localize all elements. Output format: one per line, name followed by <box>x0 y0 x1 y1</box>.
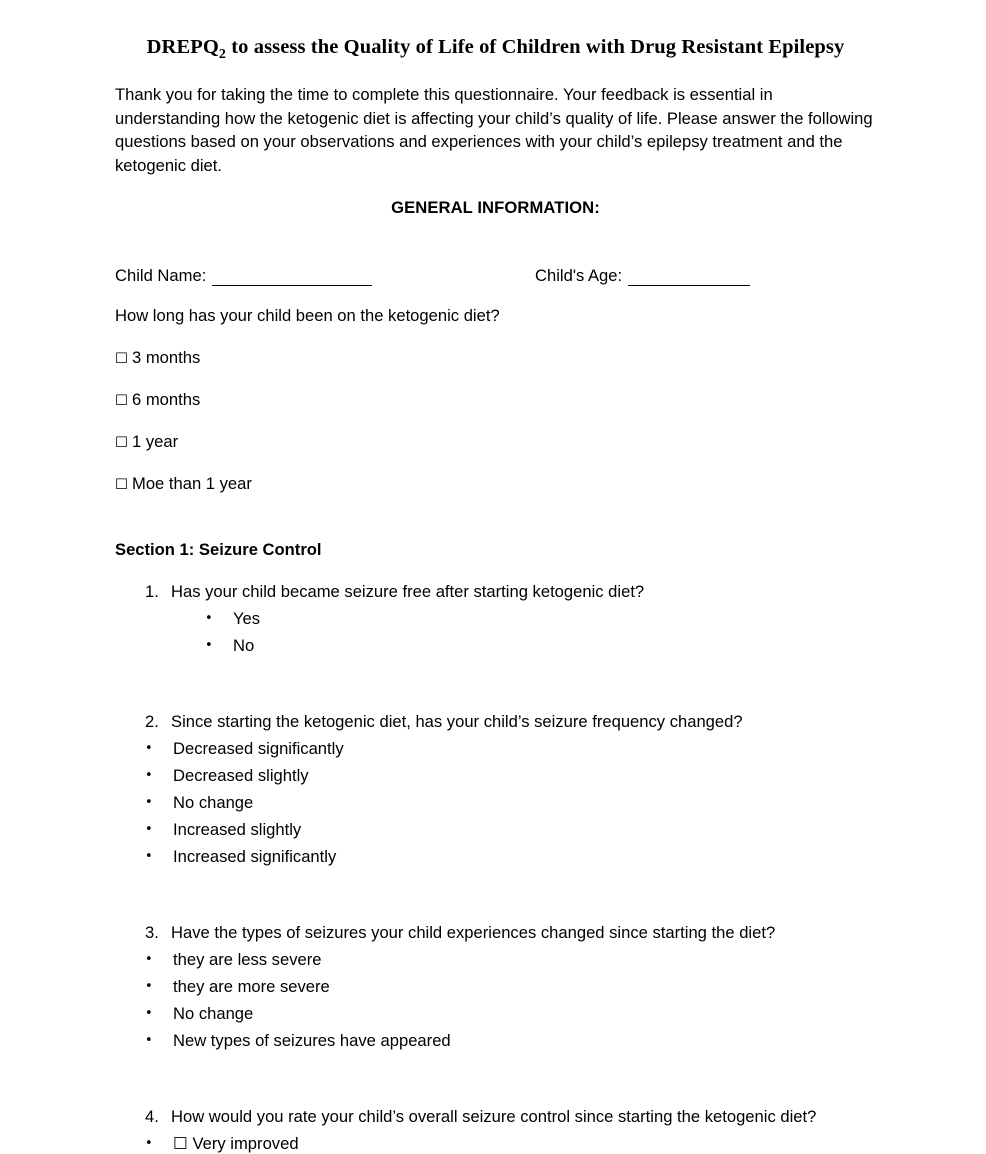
question-2 <box>115 712 876 867</box>
option-no-change[interactable] <box>115 793 876 813</box>
section-1-heading: Section 1: Seizure Control <box>115 540 322 560</box>
child-age-input[interactable] <box>628 272 750 286</box>
bullet-icon: • <box>145 849 153 865</box>
option-label: they are more severe <box>173 977 330 997</box>
bullet-icon: • <box>145 979 153 995</box>
child-name-input[interactable] <box>212 272 372 286</box>
option-label: No change <box>173 1004 254 1024</box>
duration-option-1-year[interactable] <box>115 432 876 452</box>
question-row <box>115 712 876 732</box>
child-info-row <box>115 266 876 286</box>
question-text: How would you rate your child’s overall seizure control since starting the ketogenic diet? <box>171 1107 817 1127</box>
duration-option-6-months[interactable] <box>115 390 876 410</box>
bullet-icon: • <box>205 611 213 627</box>
option-label: Increased significantly <box>173 847 337 867</box>
question-row <box>115 1107 876 1127</box>
option-label: No change <box>173 793 254 813</box>
bullet-icon: • <box>145 822 153 838</box>
question-1 <box>115 582 876 656</box>
title-main: DREPQ <box>146 36 219 58</box>
duration-option-label: 3 months <box>132 348 201 368</box>
checkbox-icon[interactable]: ☐ <box>115 393 128 410</box>
spacer <box>115 656 876 690</box>
spacer <box>115 218 876 260</box>
option-no-change[interactable] <box>115 1004 876 1024</box>
intro-paragraph: Thank you for taking the time to complete this questionnaire. Your feedback is essential in understanding how the ketogenic diet is affecting your child’s quality of life. Please answer the following questions based on your observations and experiences with your child’s epilepsy treatment and the ketogenic diet. <box>115 85 873 175</box>
option-label: Yes <box>233 609 261 629</box>
child-name-field[interactable] <box>115 266 535 286</box>
checkbox-icon[interactable]: ☐ <box>115 435 128 452</box>
general-information-heading: GENERAL INFORMATION: <box>391 198 600 218</box>
option-label: Increased slightly <box>173 820 302 840</box>
option-label: they are less severe <box>173 950 322 970</box>
option-increased-significantly[interactable] <box>115 847 876 867</box>
checkbox-icon[interactable]: ☐ <box>115 351 128 368</box>
spacer <box>115 1051 876 1085</box>
option-increased-slightly[interactable] <box>115 820 876 840</box>
duration-option-3-months[interactable] <box>115 348 876 368</box>
bullet-icon: • <box>145 1136 153 1152</box>
option-very-improved[interactable] <box>115 1134 876 1154</box>
option-label: Decreased slightly <box>173 766 309 786</box>
option-label: New types of seizures have appeared <box>173 1031 451 1051</box>
question-text: Since starting the ketogenic diet, has your child’s seizure frequency changed? <box>171 712 743 732</box>
question-number: 4. <box>145 1107 159 1127</box>
child-age-label: Child's Age: <box>535 266 623 286</box>
option-label: ☐ Very improved <box>173 1134 299 1154</box>
question-row <box>115 923 876 943</box>
child-name-label: Child Name: <box>115 266 207 286</box>
bullet-icon: • <box>145 795 153 811</box>
spacer <box>115 867 876 901</box>
question-number: 2. <box>145 712 159 732</box>
option-yes[interactable] <box>115 609 876 629</box>
question-row <box>115 582 876 602</box>
bullet-icon: • <box>145 768 153 784</box>
option-new-types[interactable] <box>115 1031 876 1051</box>
title-rest: to assess the Quality of Life of Children with Drug Resistant Epilepsy <box>226 36 845 58</box>
question-number: 1. <box>145 582 159 602</box>
bullet-icon: • <box>145 1006 153 1022</box>
page-title <box>115 36 876 63</box>
option-label: No <box>233 636 255 656</box>
question-4 <box>115 1107 876 1154</box>
option-label: Decreased significantly <box>173 739 344 759</box>
diet-duration-question: How long has your child been on the ketogenic diet? <box>115 306 500 326</box>
duration-option-label: Moe than 1 year <box>132 474 252 494</box>
duration-option-label: 6 months <box>132 390 201 410</box>
question-3 <box>115 923 876 1051</box>
option-no[interactable] <box>115 636 876 656</box>
duration-option-label: 1 year <box>132 432 179 452</box>
bullet-icon: • <box>145 952 153 968</box>
option-decreased-slightly[interactable] <box>115 766 876 786</box>
option-decreased-significantly[interactable] <box>115 739 876 759</box>
title-subscript: 2 <box>218 47 226 63</box>
question-text: Has your child became seizure free after starting ketogenic diet? <box>171 582 645 602</box>
bullet-icon: • <box>145 1033 153 1049</box>
duration-option-more-than-1-year[interactable] <box>115 474 876 494</box>
bullet-icon: • <box>205 638 213 654</box>
checkbox-icon[interactable]: ☐ <box>115 477 128 494</box>
option-more-severe[interactable] <box>115 977 876 997</box>
bullet-icon: • <box>145 741 153 757</box>
question-text: Have the types of seizures your child experiences changed since starting the diet? <box>171 923 776 943</box>
option-less-severe[interactable] <box>115 950 876 970</box>
question-number: 3. <box>145 923 159 943</box>
child-age-field[interactable] <box>535 266 750 286</box>
